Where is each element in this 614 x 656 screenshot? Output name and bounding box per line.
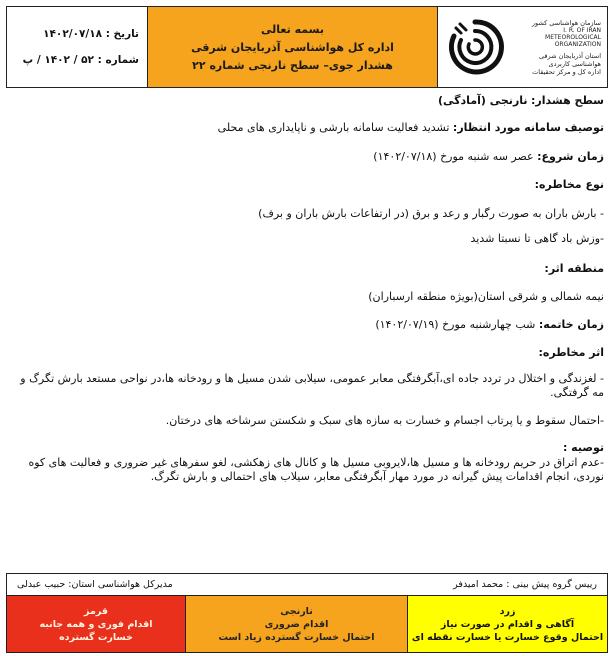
hazard-type-heading <box>535 178 604 191</box>
warning-title: هشدار جوی– سطح نارنجی شماره ۲۲ <box>192 58 393 72</box>
bismillah-text: بسمه تعالی <box>261 22 324 36</box>
advice-text: -عدم اتراق در حریم رودخانه ها و مسیل ها،لایروبی مسیل ها و کانال های زهکشی، لغو سفرهای غیر ضروری و فعالیت های کوه نوردی، انجام اقدامات پیش گیرانه در مورد مهار آبگرفتگی معابر، سیلاب های احتمالی و بارش تگرگ. <box>28 456 604 483</box>
advice-label: توصیه : <box>562 441 604 454</box>
legend-orange-line: احتمال خسارت گسترده زیاد است <box>218 631 375 643</box>
legend-orange-title: نارنجی <box>280 605 313 617</box>
start-time-label: زمان شروع: <box>537 150 604 163</box>
warning-level-label: سطح هشدار: <box>531 94 604 107</box>
organization-name: اداره کل هواشناسی آذربایجان شرقی <box>191 40 394 54</box>
logo-fa-top: سازمان هواشناسی کشور <box>531 18 601 27</box>
bulletin-header <box>6 6 608 88</box>
hazard-item: -وزش باد گاهی تا نسبتا شدید <box>470 232 604 245</box>
meteorological-organization-logo-icon <box>444 16 506 78</box>
logo-fa-line: استان آذربایجان شرقی <box>538 51 601 60</box>
end-time-line <box>375 318 604 331</box>
warning-level-value: نارنجی (آمادگی) <box>437 94 528 107</box>
system-description-line <box>218 121 604 134</box>
impact-area-label: منطقه اثر: <box>544 262 604 275</box>
date-label: تاریخ : <box>105 28 139 40</box>
legend-yellow-line: احتمال وقوع خسارت یا خسارت نقطه ای <box>411 631 604 643</box>
legend-red-title: قرمز <box>84 605 108 617</box>
hazard-impact-item: - لغزندگی و اختلال در تردد جاده ای،آبگرفتگی معابر عمومی، سیلابی شدن مسیل ها و رودخانه ها،در نواحی مستعد بارش تگرگ و مه گرفتگی. <box>20 372 604 399</box>
logo-en-line: I. R. OF IRAN <box>563 26 601 34</box>
logo-caption <box>531 19 601 76</box>
number-label: شماره : <box>97 54 139 66</box>
legend-yellow-title: زرد <box>499 605 516 617</box>
date-line <box>7 28 139 40</box>
hazard-impact-label: اثر مخاطره: <box>538 346 604 359</box>
logo-fa-line: اداره کل و مرکز تحقیقات <box>532 67 601 76</box>
advice-heading <box>563 441 604 454</box>
impact-area-value: نیمه شمالی و شرقی استان(بویژه منطقه ارسباران) <box>368 290 604 303</box>
logo-en-line: ORGANIZATION <box>554 40 601 48</box>
hazard-type-label: نوع مخاطره: <box>534 178 604 191</box>
signatories-row <box>7 574 607 596</box>
legend-red-line: خسارت گسترده <box>59 631 133 643</box>
provincial-director: مدیرکل هواشناسی استان: حبیب عبدلی <box>17 579 173 590</box>
number-line <box>7 54 139 66</box>
logo-en-line: METEOROLOGICAL <box>545 33 601 41</box>
legend-yellow <box>407 596 607 652</box>
legend-red-line: اقدام فوری و همه جانبه <box>39 618 153 630</box>
impact-area-heading <box>544 262 604 275</box>
date-value: ۱۴۰۲/۰۷/۱۸ <box>43 28 103 40</box>
number-value: ۵۲ / ۱۴۰۲ / پ <box>22 54 94 66</box>
hazard-impact-item: -احتمال سقوط و یا پرتاب اجسام و خسارت به سازه های سبک و شکستن سرشاخه های درختان. <box>165 414 604 427</box>
system-description-label: توصیف سامانه مورد انتظار: <box>452 121 604 134</box>
legend-orange-line: اقدام ضروری <box>264 618 329 630</box>
bulletin-footer <box>6 573 608 653</box>
warning-level-legend <box>7 596 607 652</box>
system-description-value: تشدید فعالیت سامانه بارشی و ناپایداری های محلی <box>217 121 450 134</box>
warning-level-line <box>438 94 604 107</box>
organization-logo-block <box>437 7 607 87</box>
start-time-line <box>373 150 604 163</box>
end-time-label: زمان خاتمه: <box>538 318 604 331</box>
legend-yellow-line: آگاهی و اقدام در صورت نیاز <box>440 618 575 630</box>
bulletin-title-block <box>147 7 437 87</box>
start-time-value: عصر سه شنبه مورخ (۱۴۰۲/۰۷/۱۸) <box>373 150 534 163</box>
hazard-impact-heading <box>538 346 604 359</box>
forecast-group-head: رییس گروه پیش بینی : محمد امیدفر <box>453 579 597 590</box>
hazard-item: - بارش باران به صورت رگبار و رعد و برق (در ارتفاعات بارش باران و برف) <box>258 207 604 220</box>
legend-orange <box>185 596 407 652</box>
logo-fa-line: هواشناسی کاربردی <box>548 59 601 68</box>
legend-red <box>7 596 185 652</box>
end-time-value: شب چهارشنبه مورخ (۱۴۰۲/۰۷/۱۹) <box>375 318 536 331</box>
bulletin-info-block <box>7 7 147 87</box>
